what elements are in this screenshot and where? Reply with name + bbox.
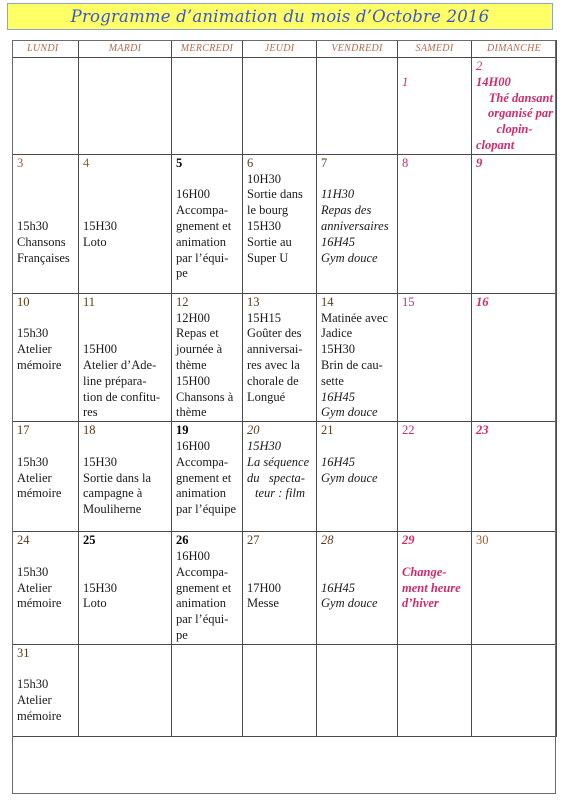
header-mardi: MARDI bbox=[79, 41, 172, 58]
day-number: 8 bbox=[402, 155, 409, 170]
event-line: animation bbox=[176, 596, 226, 611]
event-line: journée à bbox=[176, 342, 223, 357]
event-line: 15H30 bbox=[83, 218, 118, 233]
event-line: pe bbox=[176, 266, 188, 281]
event-line: le bourg bbox=[247, 203, 289, 218]
event-line: Brin de cau- bbox=[321, 357, 383, 372]
event-line: Longué bbox=[247, 389, 286, 404]
event-line: 15H30 bbox=[247, 438, 282, 453]
event-line: 16H00 bbox=[176, 187, 211, 202]
page-frame bbox=[12, 40, 556, 794]
day-number: 25 bbox=[83, 533, 96, 548]
day-number: 31 bbox=[17, 645, 30, 660]
event-line: Accompa- bbox=[176, 203, 229, 218]
day-number: 7 bbox=[321, 155, 328, 170]
event-line: 16H00 bbox=[176, 548, 211, 563]
event-line: thème bbox=[176, 357, 207, 372]
event-line: Atelier bbox=[17, 580, 52, 595]
event-line: 15h30 bbox=[17, 218, 49, 233]
event-line: animation bbox=[176, 486, 226, 501]
event-line: Repas et bbox=[176, 326, 219, 341]
event-line: organisé par bbox=[488, 106, 553, 121]
event-line: Messe bbox=[247, 596, 279, 611]
event-line: 15H30 bbox=[83, 580, 118, 595]
event-line: Atelier bbox=[17, 470, 52, 485]
day-number: 14 bbox=[321, 294, 334, 309]
event-line: line prépara- bbox=[83, 373, 147, 388]
event-line: Chansons bbox=[17, 234, 66, 249]
day-number: 3 bbox=[17, 155, 24, 170]
event-line: 15H30 bbox=[247, 218, 282, 233]
event-line: clopant bbox=[476, 137, 515, 152]
event-line: clopin- bbox=[496, 122, 533, 137]
event-line: Change- bbox=[402, 564, 447, 579]
event-line: 16H45 bbox=[321, 580, 356, 595]
event-line: 15H15 bbox=[247, 310, 282, 325]
day-number: 16 bbox=[476, 294, 489, 309]
event-line: gnement et bbox=[176, 218, 232, 233]
header-jeudi: JEUDI bbox=[243, 41, 317, 58]
event-line: 16H45 bbox=[321, 234, 356, 249]
day-number: 9 bbox=[476, 155, 483, 170]
day-number: 11 bbox=[83, 294, 96, 309]
event-line: par l’équi- bbox=[176, 250, 229, 265]
event-line: 15h30 bbox=[17, 677, 49, 692]
event-line: 12H00 bbox=[176, 310, 211, 325]
event-line: res bbox=[83, 405, 98, 420]
event-line: 15h30 bbox=[17, 564, 49, 579]
day-number: 4 bbox=[83, 155, 90, 170]
day-number: 1 bbox=[402, 74, 409, 89]
event-line: thème bbox=[176, 405, 207, 420]
event-line: 15H30 bbox=[321, 342, 356, 357]
day-number: 2 bbox=[476, 59, 483, 73]
event-line: Accompa- bbox=[176, 564, 229, 579]
event-line: pe bbox=[176, 627, 188, 642]
event-line: 11H30 bbox=[321, 187, 355, 202]
event-line: d’hiver bbox=[402, 596, 439, 611]
day-number: 27 bbox=[247, 533, 260, 548]
event-line: 15H00 bbox=[176, 373, 211, 388]
event-line: par l’équi- bbox=[176, 612, 229, 627]
event-line: Repas des bbox=[321, 203, 372, 218]
day-number: 21 bbox=[321, 423, 334, 438]
event-line: Sortie dans la bbox=[83, 470, 152, 485]
event-line: Mouliherne bbox=[83, 502, 142, 517]
event-line: gnement et bbox=[176, 580, 232, 595]
event-line: Accompa- bbox=[176, 454, 229, 469]
event-line: Super U bbox=[247, 250, 289, 265]
event-line: Thé dansant bbox=[488, 90, 553, 105]
event-line: campagne à bbox=[83, 486, 143, 501]
event-line: La séquence bbox=[247, 454, 310, 469]
event-line: Atelier d’Ade- bbox=[83, 357, 157, 372]
event-line: mémoire bbox=[17, 596, 62, 611]
event-line: 16H00 bbox=[176, 438, 211, 453]
event-line: Chansons à bbox=[176, 389, 234, 404]
header-samedi: SAMEDI bbox=[398, 41, 472, 58]
event-line: mémoire bbox=[17, 486, 62, 501]
event-line: anniversaires bbox=[321, 218, 389, 233]
event-line: Gym douce bbox=[321, 250, 378, 265]
event-line: tion de confitu- bbox=[83, 389, 161, 404]
page-title: Programme d’animation du mois d’Octobre 2016 bbox=[70, 7, 490, 26]
event-line: 16H45 bbox=[321, 454, 356, 469]
day-number: 20 bbox=[247, 423, 260, 438]
event-line: ment heure bbox=[402, 580, 461, 595]
event-line: du specta- bbox=[247, 470, 305, 485]
day-number: 30 bbox=[476, 533, 489, 548]
event-line: Loto bbox=[83, 596, 107, 611]
event-line: sette bbox=[321, 373, 344, 388]
event-line: teur : film bbox=[255, 486, 305, 501]
day-number: 10 bbox=[17, 294, 30, 309]
header-dimanche: DIMANCHE bbox=[472, 41, 557, 58]
day-number: 6 bbox=[247, 155, 254, 170]
day-number: 18 bbox=[83, 423, 96, 438]
event-line: Loto bbox=[83, 234, 107, 249]
day-number: 29 bbox=[402, 533, 415, 548]
event-line: 15h30 bbox=[17, 326, 49, 341]
header-lundi: LUNDI bbox=[13, 41, 79, 58]
event-line: Sortie dans bbox=[247, 187, 303, 202]
day-number: 17 bbox=[17, 423, 30, 438]
day-number: 12 bbox=[176, 294, 189, 309]
event-line: par l’équipe bbox=[176, 502, 237, 517]
day-number: 26 bbox=[176, 533, 189, 548]
day-number: 22 bbox=[402, 423, 415, 438]
day-number: 13 bbox=[247, 294, 260, 309]
event-line: 16H45 bbox=[321, 389, 356, 404]
event-line: mémoire bbox=[17, 708, 62, 723]
event-line: 14H00 bbox=[476, 74, 511, 89]
header-mercredi: MERCREDI bbox=[172, 41, 243, 58]
event-line: Atelier bbox=[17, 693, 52, 708]
event-line: 17H00 bbox=[247, 580, 282, 595]
event-line: 15H00 bbox=[83, 342, 118, 357]
day-number: 5 bbox=[176, 155, 183, 170]
event-line: mémoire bbox=[17, 357, 62, 372]
title-banner bbox=[7, 3, 553, 30]
event-line: Gym douce bbox=[321, 405, 378, 420]
header-vendredi: VENDREDI bbox=[317, 41, 398, 58]
day-number: 24 bbox=[17, 533, 30, 548]
event-line: Gym douce bbox=[321, 596, 378, 611]
day-number: 23 bbox=[476, 423, 489, 438]
day-number: 15 bbox=[402, 294, 415, 309]
event-line: Matinée avec bbox=[321, 310, 388, 325]
event-line: Sortie au bbox=[247, 234, 292, 249]
event-line: animation bbox=[176, 234, 226, 249]
event-line: Françaises bbox=[17, 250, 70, 265]
event-line: 15h30 bbox=[17, 454, 49, 469]
event-line: Gym douce bbox=[321, 470, 378, 485]
event-line: gnement et bbox=[176, 470, 232, 485]
event-line: chorale de bbox=[247, 373, 299, 388]
event-line: Atelier bbox=[17, 342, 52, 357]
event-line: anniversai- bbox=[247, 342, 303, 357]
day-number: 19 bbox=[176, 423, 189, 438]
event-line: Jadice bbox=[321, 326, 353, 341]
event-line: res avec la bbox=[247, 357, 300, 372]
event-line: 10H30 bbox=[247, 171, 282, 186]
day-number: 28 bbox=[321, 533, 334, 548]
event-line: Goûter des bbox=[247, 326, 302, 341]
event-line: 15H30 bbox=[83, 454, 118, 469]
